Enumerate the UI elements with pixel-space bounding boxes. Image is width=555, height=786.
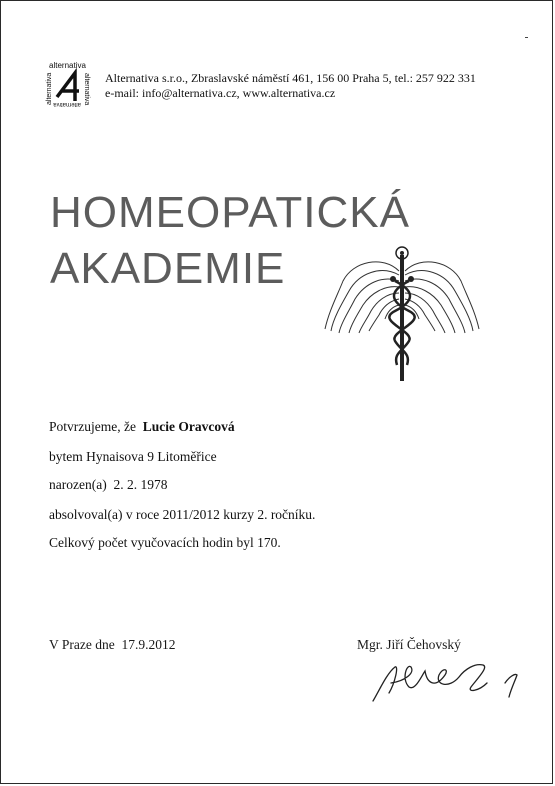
place-label: V Praze dne xyxy=(49,637,115,652)
born-date: 2. 2. 1978 xyxy=(113,477,168,492)
hours-line: Celkový počet vyučovacích hodin byl 170. xyxy=(49,535,281,550)
residence-label: bytem xyxy=(49,449,83,464)
company-header xyxy=(105,71,476,101)
born-line xyxy=(49,477,167,493)
born-label: narozen(a) xyxy=(49,477,107,492)
svg-text:alternativa: alternativa xyxy=(53,101,81,107)
scan-speck xyxy=(525,37,528,38)
completion-line: absolvoval(a) v roce 2011/2012 kurzy 2. ročníku. xyxy=(49,507,316,522)
caduceus-icon xyxy=(323,241,481,383)
place-date xyxy=(49,637,175,653)
issue-date: 17.9.2012 xyxy=(121,637,176,652)
handwritten-signature-icon xyxy=(365,653,525,709)
recipient-name: Lucie Oravcová xyxy=(142,419,235,434)
signer-name: Mgr. Jiří Čehovský xyxy=(357,637,461,652)
alternativa-logo-icon xyxy=(45,59,93,107)
svg-text:alternativa: alternativa xyxy=(83,73,90,106)
company-contact: e-mail: info@alternativa.cz, www.alternativa.cz xyxy=(105,86,336,100)
svg-text:alternativa: alternativa xyxy=(49,61,86,70)
company-address: Alternativa s.r.o., Zbraslavské náměstí 461, 156 00 Praha 5, tel.: 257 922 331 xyxy=(105,71,476,85)
residence-line xyxy=(49,449,217,465)
confirm-line xyxy=(49,419,235,435)
title-line-2: AKADEMIE xyxy=(50,244,286,293)
confirm-label: Potvrzujeme, že xyxy=(49,419,136,434)
residence-value: Hynaisova 9 Litoměřice xyxy=(86,449,217,464)
svg-text:alternativa: alternativa xyxy=(46,72,53,105)
title-line-1: HOMEOPATICKÁ xyxy=(50,188,410,237)
